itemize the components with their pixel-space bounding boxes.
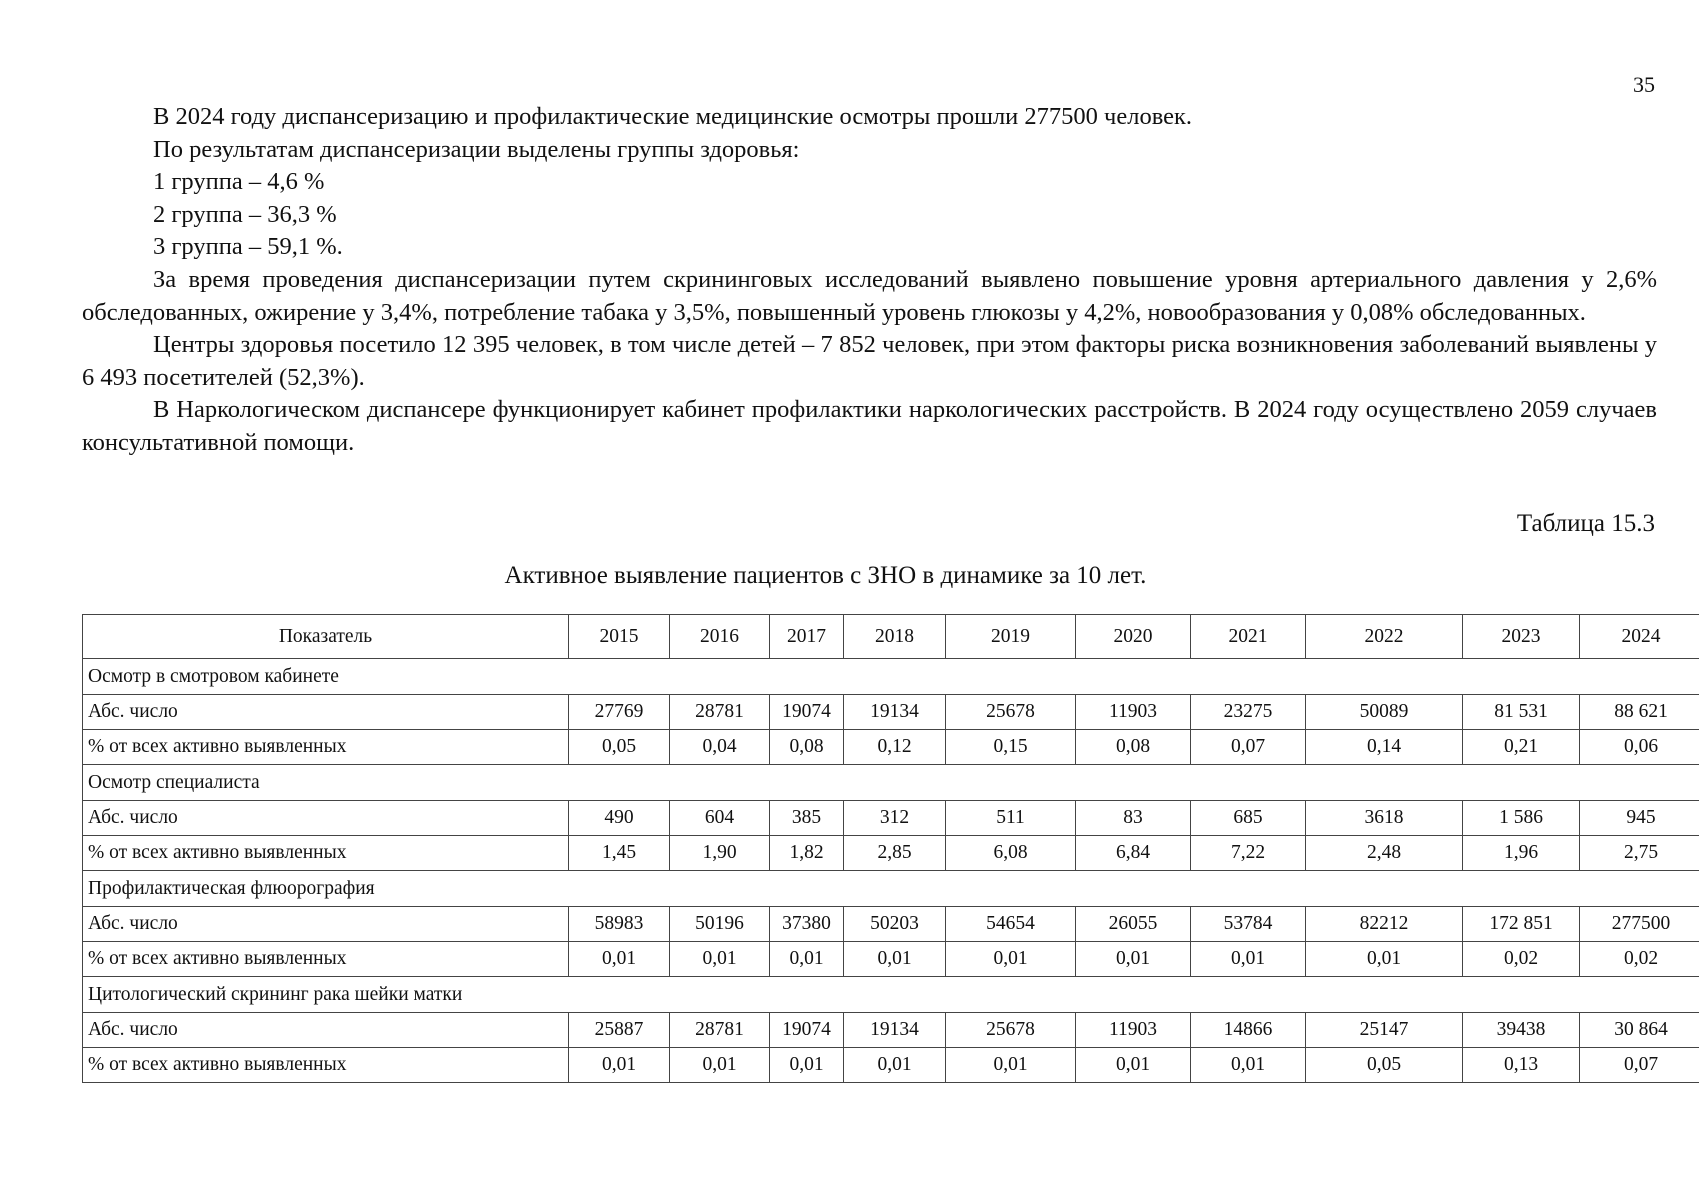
table-cell: 490 xyxy=(569,801,670,836)
row-label: % от всех активно выявленных xyxy=(83,730,569,765)
table-row xyxy=(83,695,1699,730)
table-cell: 2,48 xyxy=(1306,836,1463,871)
table-cell: 28781 xyxy=(670,1013,770,1048)
body-text xyxy=(82,101,1657,460)
table-cell: 0,01 xyxy=(844,1048,946,1083)
table-cell: 277500 xyxy=(1580,907,1699,942)
table-cell: 2,75 xyxy=(1580,836,1699,871)
table-cell: 23275 xyxy=(1191,695,1306,730)
table-row xyxy=(83,836,1699,871)
table-label: Таблица 15.3 xyxy=(1516,510,1655,537)
page-number: 35 xyxy=(1633,72,1655,97)
table-cell: 0,05 xyxy=(1306,1048,1463,1083)
table-cell: 14866 xyxy=(1191,1013,1306,1048)
table-cell: 0,21 xyxy=(1463,730,1580,765)
table-cell: 0,07 xyxy=(1191,730,1306,765)
table-cell: 0,01 xyxy=(1191,942,1306,977)
table-cell: 19134 xyxy=(844,695,946,730)
table-cell: 81 531 xyxy=(1463,695,1580,730)
header-year: 2019 xyxy=(946,615,1076,659)
table-cell: 25147 xyxy=(1306,1013,1463,1048)
table-cell: 0,13 xyxy=(1463,1048,1580,1083)
table-cell: 25678 xyxy=(946,695,1076,730)
table-cell: 172 851 xyxy=(1463,907,1580,942)
table-cell: 0,04 xyxy=(670,730,770,765)
table-row xyxy=(83,801,1699,836)
table-cell: 0,01 xyxy=(1191,1048,1306,1083)
header-year: 2022 xyxy=(1306,615,1463,659)
table-cell: 0,01 xyxy=(569,942,670,977)
table-row xyxy=(83,730,1699,765)
table-cell: 25887 xyxy=(569,1013,670,1048)
table-cell: 53784 xyxy=(1191,907,1306,942)
row-label: % от всех активно выявленных xyxy=(83,942,569,977)
table-cell: 0,01 xyxy=(844,942,946,977)
paragraph-health-groups-intro: По результатам диспансеризации выделены группы здоровья: xyxy=(153,135,800,163)
group-title: Осмотр в смотровом кабинете xyxy=(83,659,1699,695)
table-cell: 0,05 xyxy=(569,730,670,765)
table-row xyxy=(83,907,1699,942)
header-year: 2018 xyxy=(844,615,946,659)
table-row xyxy=(83,1013,1699,1048)
table-group-row xyxy=(83,977,1699,1013)
table-cell: 11903 xyxy=(1076,1013,1191,1048)
table-cell: 0,01 xyxy=(1306,942,1463,977)
table-cell: 0,01 xyxy=(1076,942,1191,977)
table-cell: 0,01 xyxy=(670,942,770,977)
table-cell: 6,84 xyxy=(1076,836,1191,871)
table-cell: 945 xyxy=(1580,801,1699,836)
table-cell: 0,01 xyxy=(770,942,844,977)
table-cell: 3618 xyxy=(1306,801,1463,836)
table-cell: 312 xyxy=(844,801,946,836)
zno-detection-table xyxy=(82,614,1699,1083)
table-cell: 0,12 xyxy=(844,730,946,765)
row-label: Абс. число xyxy=(83,907,569,942)
table-cell: 1,90 xyxy=(670,836,770,871)
table-cell: 11903 xyxy=(1076,695,1191,730)
paragraph-risk-factors: За время проведения диспансеризации путем скрининговых исследований выявлено повышение уровня артериального давления у 2,6% обследованных, ожирение у 3,4%, потребление табака у 3,5%, повышенный уровень глюкозы у 4,2%, новообразования у 0,08% обследованных. xyxy=(82,265,1657,326)
table-cell: 50203 xyxy=(844,907,946,942)
table-cell: 0,15 xyxy=(946,730,1076,765)
paragraph-group-2: 2 группа – 36,3 % xyxy=(153,200,337,228)
header-year: 2020 xyxy=(1076,615,1191,659)
table-cell: 0,07 xyxy=(1580,1048,1699,1083)
table-cell: 0,01 xyxy=(946,942,1076,977)
table-cell: 511 xyxy=(946,801,1076,836)
table-cell: 604 xyxy=(670,801,770,836)
table-cell: 0,01 xyxy=(770,1048,844,1083)
table-cell: 7,22 xyxy=(1191,836,1306,871)
group-title: Цитологический скрининг рака шейки матки xyxy=(83,977,1699,1013)
header-year: 2024 xyxy=(1580,615,1699,659)
table-cell: 30 864 xyxy=(1580,1013,1699,1048)
paragraph-narcology: В Наркологическом диспансере функционирует кабинет профилактики наркологических расстройств. В 2024 году осуществлено 2059 случаев консультативной помощи. xyxy=(82,396,1657,456)
table-cell: 0,08 xyxy=(1076,730,1191,765)
table-cell: 50089 xyxy=(1306,695,1463,730)
table-cell: 0,01 xyxy=(670,1048,770,1083)
table-cell: 1,82 xyxy=(770,836,844,871)
table-group-row xyxy=(83,871,1699,907)
table-cell: 26055 xyxy=(1076,907,1191,942)
table-cell: 0,01 xyxy=(569,1048,670,1083)
header-year: 2016 xyxy=(670,615,770,659)
table-cell: 685 xyxy=(1191,801,1306,836)
table-cell: 28781 xyxy=(670,695,770,730)
paragraph-group-1: 1 группа – 4,6 % xyxy=(153,168,325,196)
group-title: Осмотр специалиста xyxy=(83,765,1699,801)
table-cell: 0,02 xyxy=(1463,942,1580,977)
header-year: 2015 xyxy=(569,615,670,659)
header-year: 2017 xyxy=(770,615,844,659)
table-cell: 0,06 xyxy=(1580,730,1699,765)
group-title: Профилактическая флюорография xyxy=(83,871,1699,907)
table-cell: 39438 xyxy=(1463,1013,1580,1048)
table-cell: 19074 xyxy=(770,695,844,730)
table-group-row xyxy=(83,765,1699,801)
table-row xyxy=(83,1048,1699,1083)
table-cell: 82212 xyxy=(1306,907,1463,942)
table-cell: 37380 xyxy=(770,907,844,942)
table-header-row xyxy=(83,615,1699,659)
row-label: Абс. число xyxy=(83,801,569,836)
table-cell: 385 xyxy=(770,801,844,836)
table-cell: 88 621 xyxy=(1580,695,1699,730)
table-cell: 0,08 xyxy=(770,730,844,765)
table-cell: 2,85 xyxy=(844,836,946,871)
table-title: Активное выявление пациентов с ЗНО в динамике за 10 лет. xyxy=(504,562,1147,589)
table-cell: 0,01 xyxy=(946,1048,1076,1083)
table-cell: 27769 xyxy=(569,695,670,730)
table-cell: 19074 xyxy=(770,1013,844,1048)
header-indicator: Показатель xyxy=(83,615,569,659)
table-body xyxy=(83,615,1699,1083)
row-label: % от всех активно выявленных xyxy=(83,1048,569,1083)
table-cell: 1,96 xyxy=(1463,836,1580,871)
table-cell: 58983 xyxy=(569,907,670,942)
table-cell: 19134 xyxy=(844,1013,946,1048)
table-cell: 1,45 xyxy=(569,836,670,871)
table-cell: 83 xyxy=(1076,801,1191,836)
row-label: % от всех активно выявленных xyxy=(83,836,569,871)
row-label: Абс. число xyxy=(83,695,569,730)
header-year: 2021 xyxy=(1191,615,1306,659)
table-group-row xyxy=(83,659,1699,695)
table-cell: 0,01 xyxy=(1076,1048,1191,1083)
row-label: Абс. число xyxy=(83,1013,569,1048)
table-cell: 25678 xyxy=(946,1013,1076,1048)
paragraph-group-3: 3 группа – 59,1 %. xyxy=(153,233,343,261)
table-cell: 54654 xyxy=(946,907,1076,942)
paragraph-screening-total: В 2024 году диспансеризацию и профилактические медицинские осмотры прошли 277500 человек. xyxy=(153,103,1193,130)
table-cell: 50196 xyxy=(670,907,770,942)
table-cell: 0,14 xyxy=(1306,730,1463,765)
table-cell: 1 586 xyxy=(1463,801,1580,836)
table-cell: 0,02 xyxy=(1580,942,1699,977)
header-year: 2023 xyxy=(1463,615,1580,659)
table-row xyxy=(83,942,1699,977)
table-cell: 6,08 xyxy=(946,836,1076,871)
paragraph-health-centers: Центры здоровья посетило 12 395 человек, в том числе детей – 7 852 человек, при этом факторы риска возникновения заболеваний выявлены у 6 493 посетителей (52,3%). xyxy=(82,331,1657,391)
